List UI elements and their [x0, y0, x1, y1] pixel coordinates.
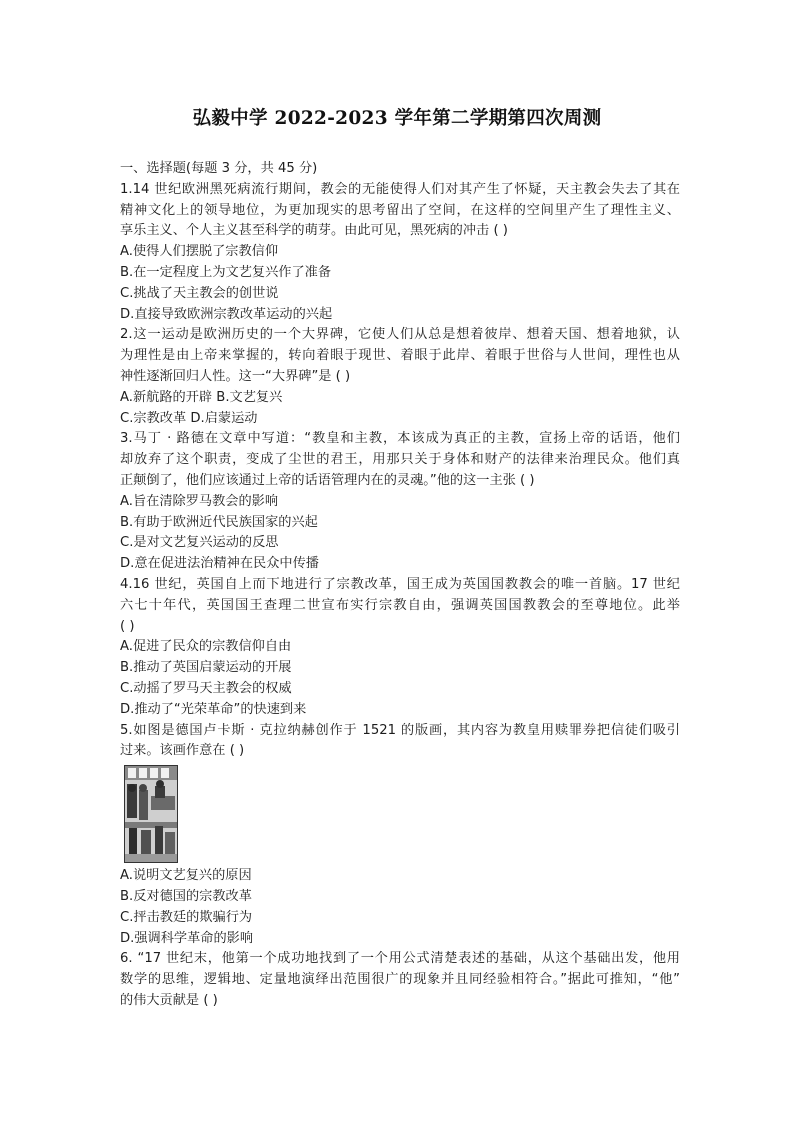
option-d: D.推动了“光荣革命”的快速到来	[120, 701, 307, 717]
option-b: B.推动了英国启蒙运动的开展	[120, 660, 292, 676]
question-stem-line: 数学的思维，逻辑地、定量地演绎出范围很广的现象并且同经验相符合。”据此可推知，“他”	[120, 972, 680, 988]
question-stem-line: 的伟大贡献是 ( )	[120, 992, 218, 1008]
option-a: A.旨在清除罗马教会的影响	[120, 493, 279, 509]
option-c-d: C.宗教改革 D.启蒙运动	[120, 410, 258, 426]
question-stem-line: 享乐主义、个人主义甚至科学的萌芽。由此可见，黑死病的冲击 ( )	[120, 223, 508, 239]
question-stem-line: 为理性是由上帝来掌握的，转向着眼于现世、着眼于此岸、着眼于世俗与人世间，理性也从	[120, 348, 680, 364]
option-d: D.意在促进法治精神在民众中传播	[120, 556, 319, 572]
option-c: C.动摇了罗马天主教会的权威	[120, 680, 292, 696]
option-a: A.使得人们摆脱了宗教信仰	[120, 244, 279, 260]
question-3	[120, 429, 680, 575]
question-4	[120, 575, 680, 721]
option-c: C.抨击教廷的欺骗行为	[120, 909, 253, 925]
option-a-b: A.新航路的开辟 B.文艺复兴	[120, 389, 283, 405]
question-stem-line: 1.14 世纪欧洲黑死病流行期间，教会的无能使得人们对其产生了怀疑，天主教会失去了其在	[120, 181, 680, 197]
question-stem-line: 过来。该画作意在 ( )	[120, 743, 245, 759]
woodcut-engraving-image	[124, 765, 178, 863]
option-c: C.挑战了天主教会的创世说	[120, 285, 279, 301]
question-6	[120, 949, 680, 1011]
question-list	[120, 159, 680, 1012]
option-b: B.反对德国的宗教改革	[120, 888, 252, 904]
question-stem-line: ( )	[120, 618, 135, 634]
question-1	[120, 180, 680, 326]
exam-title: 弘毅中学 2022-2023 学年第二学期第四次周测	[192, 108, 602, 129]
question-stem-line: 神性逐渐回归人性。这一“大界碑”是 ( )	[120, 368, 351, 384]
question-5	[120, 721, 680, 950]
option-a: A.说明文艺复兴的原因	[120, 868, 252, 884]
question-stem-line: 2.这一运动是欧洲历史的一个大界碑，它使人们从总是想着彼岸、想着天国、想着地狱，认	[120, 327, 680, 343]
option-a: A.促进了民众的宗教信仰自由	[120, 639, 292, 655]
question-stem-line: 精神文化上的领导地位，为更加现实的思考留出了空间，在这样的空间里产生了理性主义、	[120, 202, 680, 218]
question-stem-line: 6. “17 世纪末，他第一个成功地找到了一个用公式清楚表述的基础，从这个基础出发，他用	[120, 951, 680, 967]
option-d: D.强调科学革命的影响	[120, 930, 254, 946]
question-2	[120, 325, 680, 429]
question-stem-line: 六七十年代，英国国王查理二世宣布实行宗教自由，强调英国国教教会的至尊地位。此举	[120, 597, 680, 613]
question-stem-line: 却放弃了这个职责，变成了尘世的君王，用那只关于身体和财产的法律来治理民众。他们真	[120, 452, 680, 468]
question-stem-line: 5.如图是德国卢卡斯 · 克拉纳赫创作于 1521 的版画，其内容为教皇用赎罪券把信徒们吸引	[120, 722, 680, 738]
question-stem-line: 3.马丁 · 路德在文章中写道：“教皇和主教，本该成为真正的主教，宣扬上帝的话语，他们	[120, 431, 680, 447]
option-b: B.有助于欧洲近代民族国家的兴起	[120, 514, 318, 530]
section-heading: 一、选择题(每题 3 分，共 45 分)	[120, 161, 318, 176]
option-c: C.是对文艺复兴运动的反思	[120, 535, 279, 551]
option-d: D.直接导致欧洲宗教改革运动的兴起	[120, 306, 333, 322]
question-stem-line: 4.16 世纪，英国自上而下地进行了宗教改革，国王成为英国国教教会的唯一首脑。17 世纪	[120, 576, 680, 592]
question-stem-line: 正颠倒了，他们应该通过上帝的话语管理内在的灵魂。”他的这一主张 ( )	[120, 472, 535, 488]
option-b: B.在一定程度上为文艺复兴作了准备	[120, 264, 332, 280]
